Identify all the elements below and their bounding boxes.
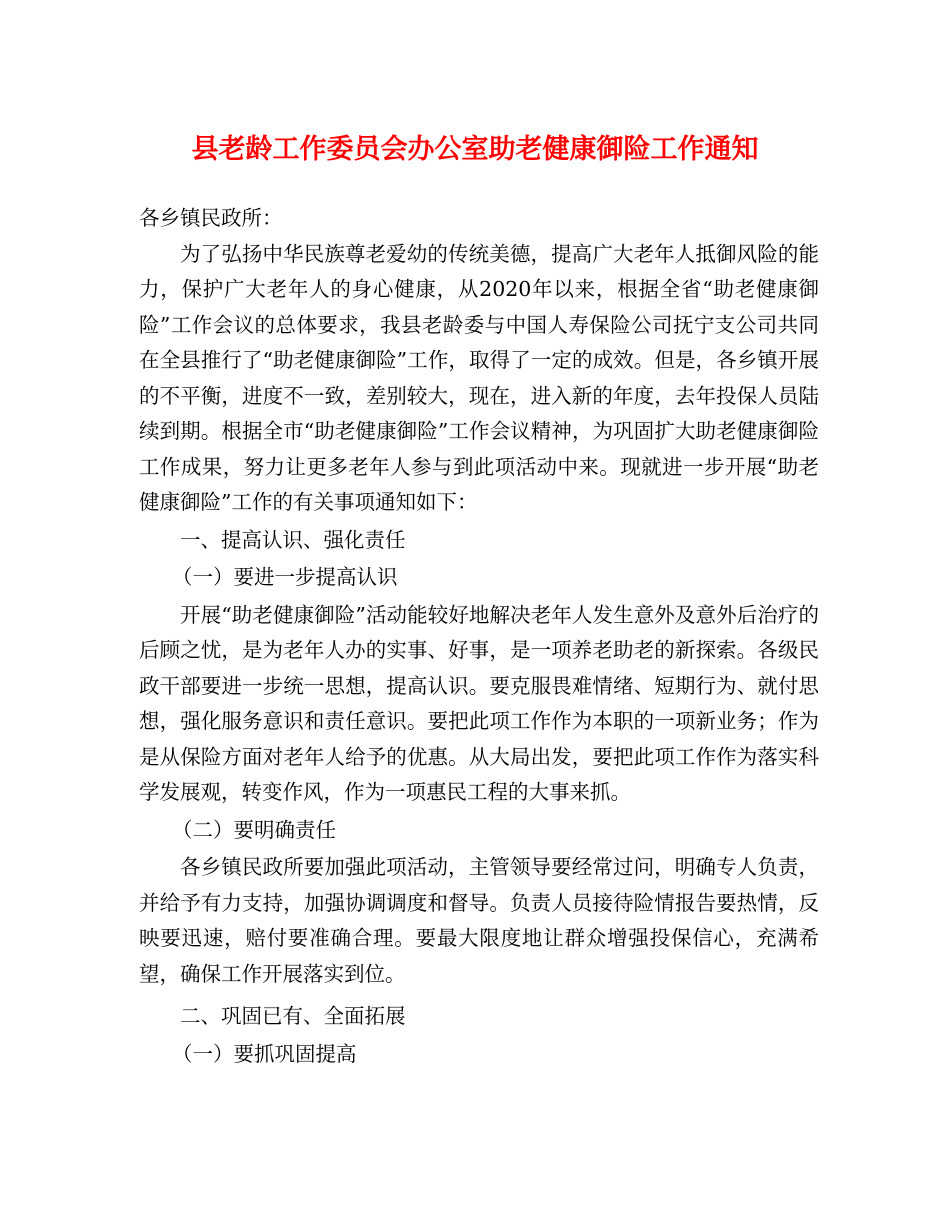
section-2-sub-1-heading: （一）要抓巩固提高	[172, 1041, 357, 1066]
section-1-sub-2-heading: （二）要明确责任	[172, 817, 336, 842]
section-1-heading: 一、提高认识、强化责任	[180, 527, 406, 552]
section-1-sub-2-paragraph: 各乡镇民政所要加强此项活动，主管领导要经常过问，明确专人负责，并给予有力支持，加强协调调度和督导。负责人员接待险情报告要热情，反映要迅速，赔付要准确合理。要最大限度地让群众增强投保信心，充满希望，确保工作开展落实到位。	[139, 855, 819, 986]
section-1-sub-1-heading: （一）要进一步提高认识	[172, 565, 398, 589]
section-1-sub-1-paragraph: 开展“助老健康御险”活动能较好地解决老年人发生意外及意外后治疗的后顾之忧，是为老年人办的实事、好事，是一项养老助老的新探索。各级民政干部要进一步统一思想，提高认识。要克服畏难情绪、短期行为、就付思想，强化服务意识和责任意识。要把此项工作作为本职的一项新业务；作为是从保险方面对老年人给予的优惠。从大局出发，要把此项工作作为落实科学发展观，转变作风，作为一项惠民工程的大事来抓。	[139, 602, 819, 804]
document-title: 县老龄工作委员会办公室助老健康御险工作通知	[191, 134, 759, 165]
salutation: 各乡镇民政所：	[139, 206, 283, 230]
section-2-heading: 二、巩固已有、全面拓展	[180, 1004, 406, 1028]
intro-paragraph: 为了弘扬中华民族尊老爱幼的传统美德，提高广大老年人抵御风险的能力，保护广大老年人的身心健康，从2020年以来，根据全省“助老健康御险”工作会议的总体要求，我县老龄委与中国人寿保险公司抚宁支公司共同在全县推行了“助老健康御险”工作，取得了一定的成效。但是，各乡镇开展的不平衡，进度不一致，差别较大，现在，进入新的年度，去年投保人员陆续到期。根据全市“助老健康御险”工作会议精神，为巩固扩大助老健康御险工作成果，努力让更多老年人参与到此项活动中来。现就进一步开展“助老健康御险”工作的有关事项通知如下：	[139, 241, 819, 514]
document-body	[139, 201, 819, 1072]
